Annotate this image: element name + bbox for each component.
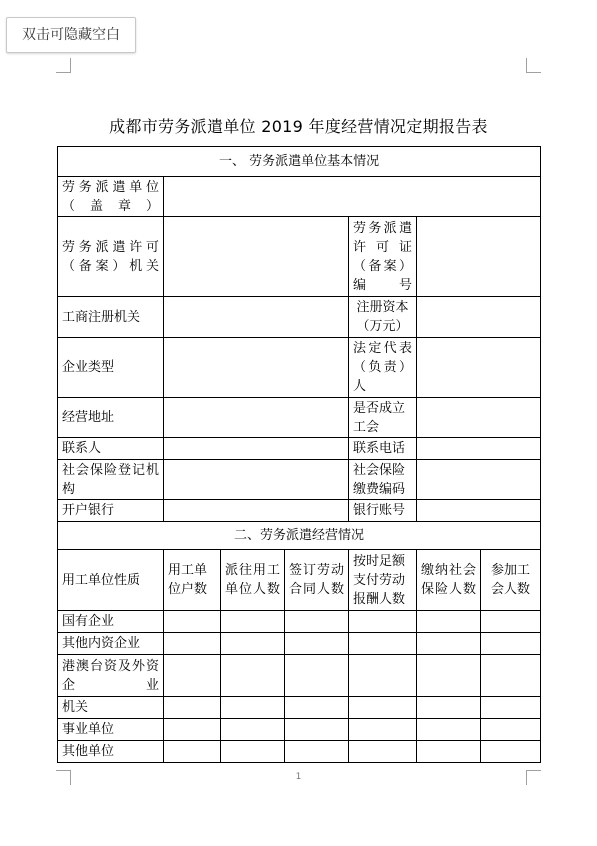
data-cell[interactable] xyxy=(417,611,481,633)
data-cell[interactable] xyxy=(349,697,417,719)
social-insurance-code-label: 社会保险缴费编码 xyxy=(349,460,417,500)
data-cell[interactable] xyxy=(285,741,349,763)
row-label: 机关 xyxy=(58,697,164,719)
registration-authority-label: 工商注册机关 xyxy=(58,297,164,338)
registered-capital-field[interactable] xyxy=(417,297,541,338)
data-cell[interactable] xyxy=(417,719,481,741)
data-cell[interactable] xyxy=(285,697,349,719)
data-cell[interactable] xyxy=(349,633,417,655)
table-row xyxy=(58,633,541,655)
unit-name-field[interactable] xyxy=(164,177,541,217)
data-cell[interactable] xyxy=(285,655,349,697)
data-cell[interactable] xyxy=(221,719,285,741)
form-row xyxy=(58,500,541,522)
form-row xyxy=(58,438,541,460)
data-cell[interactable] xyxy=(164,611,221,633)
data-cell[interactable] xyxy=(481,655,541,697)
account-field[interactable] xyxy=(417,500,541,522)
data-cell[interactable] xyxy=(349,655,417,697)
phone-field[interactable] xyxy=(417,438,541,460)
row-label: 其他内资企业 xyxy=(58,633,164,655)
form-row xyxy=(58,297,541,338)
data-cell[interactable] xyxy=(417,697,481,719)
contact-field[interactable] xyxy=(164,438,349,460)
legal-rep-field[interactable] xyxy=(417,338,541,398)
column-header-unit-count: 用工单位户数 xyxy=(164,550,221,611)
social-insurance-org-field[interactable] xyxy=(164,460,349,500)
section2-header: 二、劳务派遣经营情况 xyxy=(58,522,541,550)
report-form-table xyxy=(57,146,541,763)
permit-number-label: 劳务派遣许 可 证（备案）编号 xyxy=(349,217,417,297)
column-header-social-insurance: 缴纳社会保险人数 xyxy=(417,550,481,611)
data-cell[interactable] xyxy=(481,611,541,633)
column-header-unit-nature: 用工单位性质 xyxy=(58,550,164,611)
row-label: 事业单位 xyxy=(58,719,164,741)
document-title: 成都市劳务派遣单位 2019 年度经营情况定期报告表 xyxy=(109,117,488,136)
data-cell[interactable] xyxy=(221,741,285,763)
form-row xyxy=(58,338,541,398)
contact-label: 联系人 xyxy=(58,438,164,460)
column-header-paid-on-time: 按时足额支付劳动报酬人数 xyxy=(349,550,417,611)
data-cell[interactable] xyxy=(285,633,349,655)
data-cell[interactable] xyxy=(349,719,417,741)
row-label: 港澳台资及外资企业 xyxy=(58,655,164,697)
permit-authority-field[interactable] xyxy=(164,217,349,297)
data-cell[interactable] xyxy=(164,633,221,655)
page-corner-mark xyxy=(526,58,541,73)
union-label: 是否成立工会 xyxy=(349,398,417,438)
legal-rep-label: 法定代表（负责）人 xyxy=(349,338,417,398)
data-cell[interactable] xyxy=(349,741,417,763)
bank-label: 开户银行 xyxy=(58,500,164,522)
data-cell[interactable] xyxy=(417,655,481,697)
row-label: 其他单位 xyxy=(58,741,164,763)
bank-field[interactable] xyxy=(164,500,349,522)
data-cell[interactable] xyxy=(164,741,221,763)
data-cell[interactable] xyxy=(221,611,285,633)
enterprise-type-label: 企业类型 xyxy=(58,338,164,398)
section2-header-row xyxy=(58,522,541,550)
address-label: 经营地址 xyxy=(58,398,164,438)
section1-header-row xyxy=(58,147,541,177)
page-number: 1 xyxy=(295,772,302,782)
registration-authority-field[interactable] xyxy=(164,297,349,338)
data-cell[interactable] xyxy=(417,633,481,655)
data-cell[interactable] xyxy=(164,697,221,719)
social-insurance-org-label: 社会保险登记机构 xyxy=(58,460,164,500)
table-row xyxy=(58,655,541,697)
data-cell[interactable] xyxy=(221,633,285,655)
table-row xyxy=(58,719,541,741)
table-row xyxy=(58,697,541,719)
permit-number-field[interactable] xyxy=(417,217,541,297)
permit-authority-label: 劳务派遣许可（备案）机关 xyxy=(58,217,164,297)
table-row xyxy=(58,741,541,763)
phone-label: 联系电话 xyxy=(349,438,417,460)
table-row xyxy=(58,611,541,633)
form-row xyxy=(58,460,541,500)
union-field[interactable] xyxy=(417,398,541,438)
unit-name-label: 劳务派遣单位（盖章） xyxy=(58,177,164,217)
enterprise-type-field[interactable] xyxy=(164,338,349,398)
data-cell[interactable] xyxy=(481,633,541,655)
form-row xyxy=(58,217,541,297)
column-header-contracts: 签订劳动合同人数 xyxy=(285,550,349,611)
data-cell[interactable] xyxy=(481,741,541,763)
data-cell[interactable] xyxy=(285,719,349,741)
column-header-union-members: 参加工会人数 xyxy=(481,550,541,611)
data-cell[interactable] xyxy=(221,655,285,697)
data-cell[interactable] xyxy=(481,697,541,719)
address-field[interactable] xyxy=(164,398,349,438)
form-row xyxy=(58,398,541,438)
registered-capital-label: 注册资本（万元） xyxy=(349,297,417,338)
hide-blank-button[interactable]: 双击可隐藏空白 xyxy=(6,17,136,53)
column-header-dispatched: 派往用工单位人数 xyxy=(221,550,285,611)
account-label: 银行账号 xyxy=(349,500,417,522)
row-label: 国有企业 xyxy=(58,611,164,633)
section2-column-header-row xyxy=(58,550,541,611)
data-cell[interactable] xyxy=(221,697,285,719)
form-row xyxy=(58,177,541,217)
data-cell[interactable] xyxy=(349,611,417,633)
data-cell[interactable] xyxy=(417,741,481,763)
data-cell[interactable] xyxy=(285,611,349,633)
data-cell[interactable] xyxy=(164,719,221,741)
section1-header: 一、 劳务派遣单位基本情况 xyxy=(58,147,541,177)
social-insurance-code-field[interactable] xyxy=(417,460,541,500)
data-cell[interactable] xyxy=(164,655,221,697)
data-cell[interactable] xyxy=(481,719,541,741)
page-corner-mark xyxy=(56,58,71,73)
